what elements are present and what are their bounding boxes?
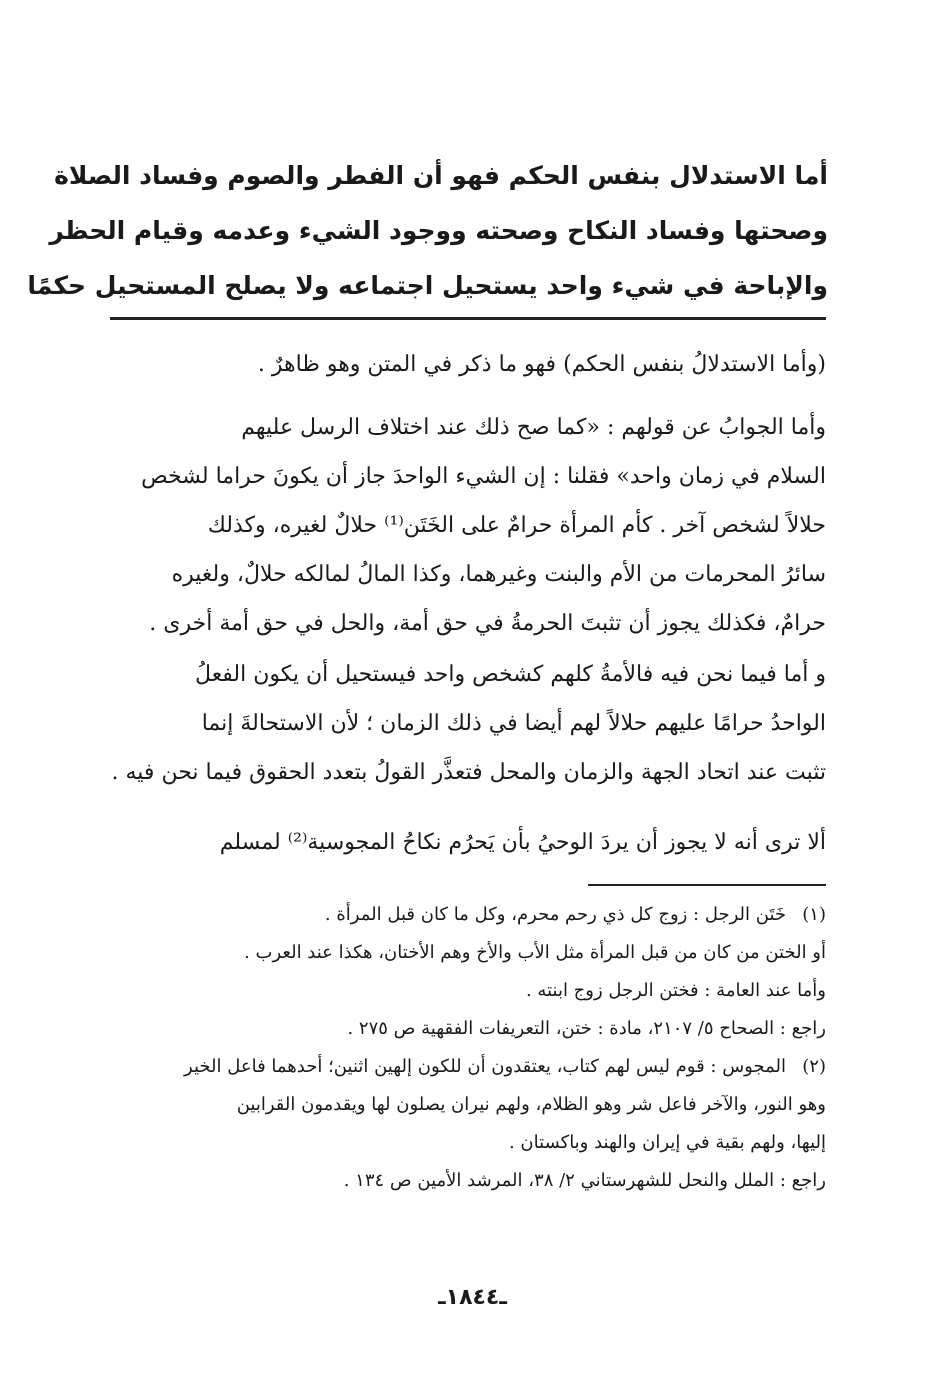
main-text-line: والإباحة في شيء واحد يستحيل اجتماعه ولا يصلح المستحيل حكمًا [27,271,828,300]
commentary-line: حلالاً لشخص آخر . كأم المرأة حرامٌ على الخَتَن⁽¹⁾ حلالٌ لغيره، وكذلك [207,513,826,538]
footnote-line: أو الختن من كان من قبل المرأة مثل الأب والأخ وهم الأختان، هكذا عند العرب . [244,942,826,963]
commentary-paragraph-4 [108,818,826,867]
footnote-1 [108,896,826,1048]
footnote-line [108,1048,826,1086]
main-text-block [27,148,828,313]
commentary-line: وأما الجوابُ عن قولهم : «كما صح ذلك عند اختلاف الرسل عليهم [241,415,826,440]
commentary-line: ألا ترى أنه لا يجوز أن يردَ الوحيُ بأن يَحرُم نكاحُ المجوسية⁽²⁾ لمسلم [219,830,826,855]
footnote-line: راجع : الملل والنحل للشهرستاني ٢/ ٣٨، المرشد الأمين ص ١٣٤ . [343,1170,826,1191]
page-number: ـ١٨٤٤ـ [438,1285,507,1310]
footnote-number: (١) [802,904,826,925]
commentary-line: و أما فيما نحن فيه فالأمةُ كلهم كشخص واحد فيستحيل أن يكون الفعلُ [195,662,826,687]
footnote-divider [588,884,826,886]
commentary-line: حرامٌ، فكذلك يجوز أن تثبتَ الحرمةُ في حق أمة، والحل في حق أمة أخرى . [149,611,826,636]
footnote-text: المجوس : قوم ليس لهم كتاب، يعتقدون أن للكون إلهين اثنين؛ أحدهما فاعل الخير [184,1056,786,1077]
footnote-text: خَتَن الرجل : زوج كل ذي رحم محرم، وكل ما كان قبل المرأة . [324,904,786,925]
commentary-paragraph-2 [108,403,826,648]
main-text-line: أما الاستدلال بنفس الحكم فهو أن الفطر والصوم وفساد الصلاة [54,161,828,190]
commentary-paragraph-1 [108,340,826,389]
main-text-line: وصحتها وفساد النكاح وصحته ووجود الشيء وعدمه وقيام الحظر [49,216,828,245]
commentary-paragraph-3 [108,650,826,797]
footnote-2 [108,1048,826,1200]
footnote-line: وأما عند العامة : فختن الرجل زوج ابنته . [525,980,826,1001]
footnote-line [108,896,826,934]
commentary-line: الواحدُ حرامًا عليهم حلالاً لهم أيضا في ذلك الزمان ؛ لأن الاستحالةَ إنما [201,711,826,736]
footnote-line: راجع : الصحاح ٥/ ٢١٠٧، مادة : ختن، التعريفات الفقهية ص ٢٧٥ . [347,1018,826,1039]
footnote-line: إليها، ولهم بقية في إيران والهند وباكستان . [508,1132,826,1153]
commentary-line: سائرُ المحرمات من الأم والبنت وغيرهما، وكذا المالُ لمالكه حلالٌ، ولغيره [171,562,826,587]
commentary-line: (وأما الاستدلالُ بنفس الحكم) فهو ما ذكر في المتن وهو ظاهرٌ . [257,352,826,377]
footnote-line: وهو النور، والآخر فاعل شر وهو الظلام، ولهم نيران يصلون لها ويقدمون القرابين [236,1094,826,1115]
footnote-number: (٢) [802,1056,826,1077]
commentary-line: تثبت عند اتحاد الجهة والزمان والمحل فتعذَّر القولُ بتعدد الحقوق فيما نحن فيه . [111,760,826,785]
main-text-divider [110,317,826,320]
commentary-line: السلام في زمان واحد» فقلنا : إن الشيء الواحدَ جاز أن يكونَ حراما لشخص [141,464,826,489]
